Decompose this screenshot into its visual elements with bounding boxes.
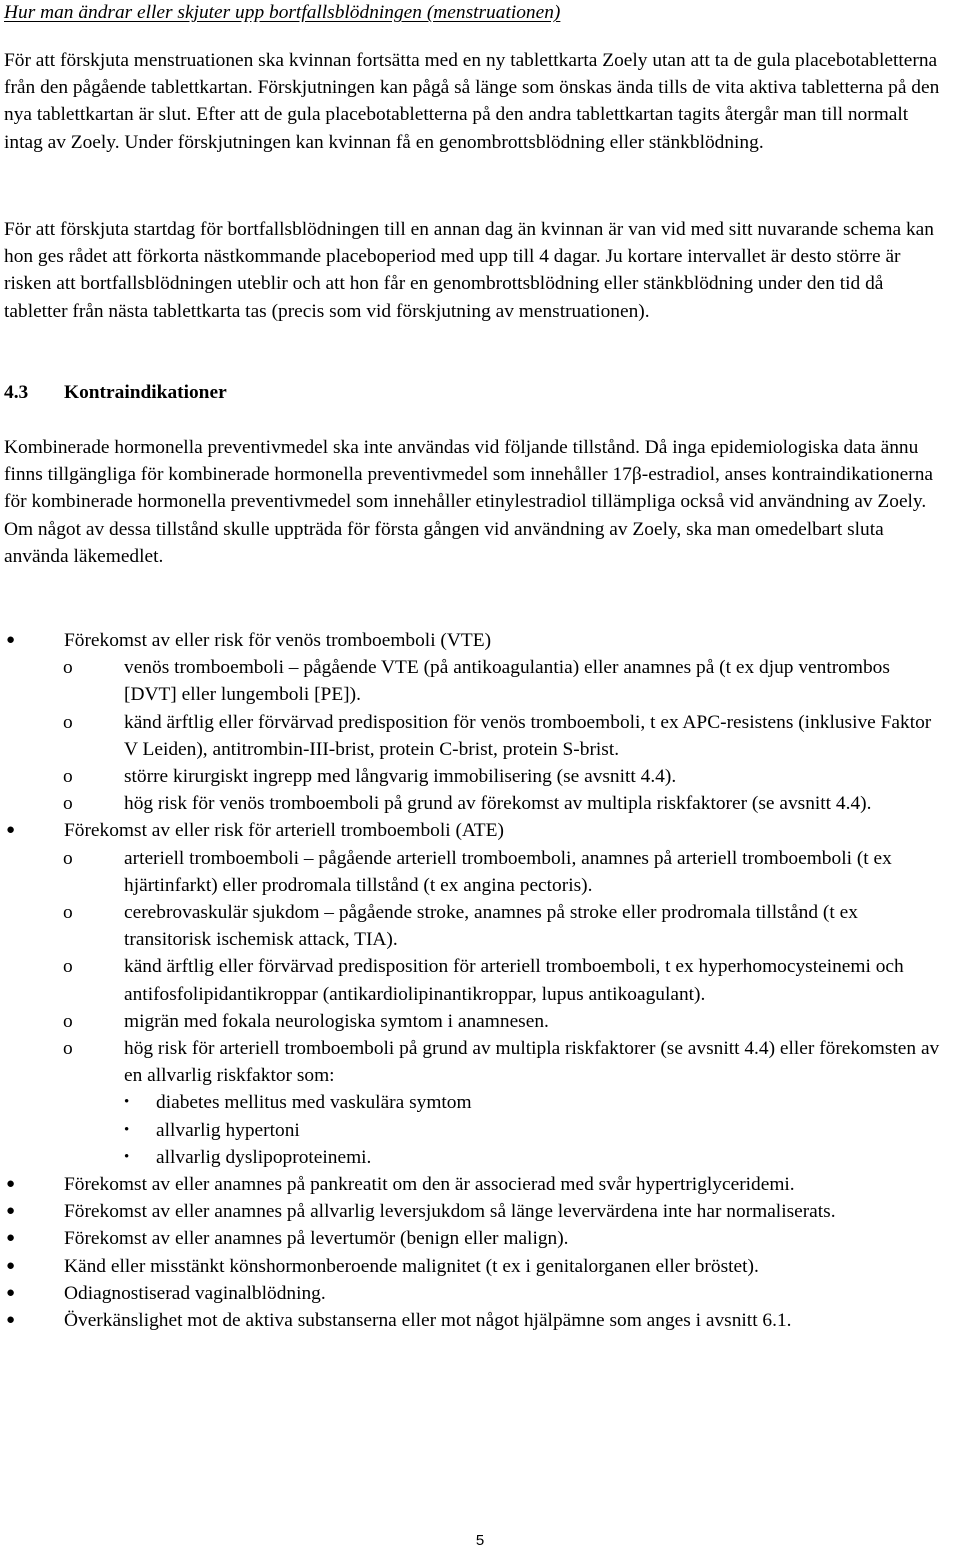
bullet-icon: ●	[6, 822, 16, 839]
list-item-liver-disease	[0, 1198, 944, 1225]
small-bullet-icon: •	[124, 1094, 130, 1111]
list-item-malignancy	[0, 1253, 944, 1280]
bullet-icon: ●	[6, 1203, 16, 1220]
list-item-label: Förekomst av eller anamnes på allvarlig leversjukdom så länge levervärdena inte har normaliserats.	[64, 1201, 836, 1223]
sub-item-text: venös tromboemboli – pågående VTE (på antikoagulantia) eller anamnes på (t ex djup ventrombos [DVT] eller lungemboli [PE]).	[124, 657, 890, 706]
list-item-label: Förekomst av eller anamnes på pankreatit om den är associerad med svår hypertriglyceridemi.	[64, 1174, 795, 1196]
sub-item-text: hög risk för arteriell tromboemboli på grund av multipla riskfaktorer (se avsnitt 4.4) eller förekomsten av en allvarlig riskfaktor som:	[124, 1038, 940, 1087]
sub-bullet-marker: o	[63, 793, 73, 815]
risk-factor-text: diabetes mellitus med vaskulära symtom	[156, 1092, 472, 1114]
page-number: 5	[475, 1532, 485, 1549]
sub-item-text: cerebrovaskulär sjukdom – pågående stroke, anamnes på stroke eller prodromala tillstånd (t ex transitorisk ischemisk attack, TIA).	[124, 902, 858, 951]
sub-bullet-marker: o	[63, 766, 73, 788]
risk-factor-text: allvarlig hypertoni	[156, 1119, 300, 1141]
section-heading	[4, 379, 227, 406]
small-bullet-icon: •	[124, 1148, 130, 1165]
risk-factor-item	[0, 1089, 946, 1116]
sub-item	[0, 1035, 944, 1171]
subheading-delay-menstruation: Hur man ändrar eller skjuter upp bortfallsblödningen (menstruationen)	[4, 2, 561, 23]
risk-factor-item	[0, 1144, 946, 1171]
sub-bullet-marker: o	[63, 711, 73, 733]
section-title: Kontraindikationer	[64, 382, 227, 403]
contraindications-list	[0, 627, 960, 1334]
sub-item-text: arteriell tromboemboli – pågående arteriell tromboemboli, anamnes på arteriell tromboemboli (t ex hjärtinfarkt) eller prodromala tillstånd (t ex angina pectoris).	[124, 847, 892, 896]
sub-item	[0, 953, 944, 1007]
paragraph-contraindications-intro: Kombinerade hormonella preventivmedel ska inte användas vid följande tillstånd. Då inga epidemiologiska data ännu finns tillgängliga för kombinerade hormonella preventivmedel som innehåller 17β-estradiol, anses kontraindikationerna för kombinerade hormonella preventivmedel som innehåller etinylestradiol tillämpliga också vid användning av Zoely. Om något av dessa tillstånd skulle uppträda för första gången vid användning av Zoely, ska man omedelbart sluta använda läkemedlet.	[4, 437, 934, 567]
list-item-label: Odiagnostiserad vaginalblödning.	[64, 1282, 326, 1304]
sub-bullet-marker: o	[63, 847, 73, 869]
risk-factor-text: allvarlig dyslipoproteinemi.	[156, 1146, 372, 1168]
list-item-hypersensitivity	[0, 1307, 944, 1334]
list-item-label: Överkänslighet mot de aktiva substanserna eller mot något hjälpämne som anges i avsnitt 6.1.	[64, 1310, 792, 1332]
sub-item	[0, 1008, 944, 1035]
list-item-label: Förekomst av eller risk för venös tromboemboli (VTE)	[64, 630, 492, 651]
sub-item	[0, 790, 944, 817]
sub-item	[0, 763, 944, 790]
paragraph-shift-start-day: För att förskjuta startdag för bortfallsblödningen till en annan dag än kvinnan är van vid med sitt nuvarande schema kan hon ges rådet att förkorta nästkommande placeboperiod med upp till 4 dagar. Ju kortare intervallet är desto större är risken att bortfallsblödningen uteblir och att hon får en genombrottsblödning eller stänkblödning under den tid då tabletter från nästa tablettkarta tas (precis som vid förskjutning av menstruationen).	[4, 219, 934, 322]
sub-bullet-marker: o	[63, 956, 73, 978]
list-item-vte	[0, 627, 944, 817]
sub-bullet-marker: o	[63, 1010, 73, 1032]
sub-item	[0, 709, 944, 763]
list-item-pancreatitis	[0, 1171, 944, 1198]
bullet-icon: ●	[6, 1312, 16, 1329]
sub-item	[0, 845, 944, 899]
sub-bullet-marker: o	[63, 902, 73, 924]
sub-item-text: migrän med fokala neurologiska symtom i anamnesen.	[124, 1010, 549, 1032]
list-item-vaginal-bleeding	[0, 1280, 944, 1307]
bullet-icon: ●	[6, 1284, 16, 1301]
sub-bullet-marker: o	[63, 657, 73, 679]
list-item-ate	[0, 817, 944, 1171]
sub-item-text: hög risk för venös tromboemboli på grund av förekomst av multipla riskfaktorer (se avsnitt 4.4).	[124, 793, 872, 815]
sub-item-text: känd ärftlig eller förvärvad predisposition för venös tromboemboli, t ex APC-resistens (inklusive Faktor V Leiden), antitrombin-III-brist, protein C-brist, protein S-brist.	[124, 711, 932, 760]
sub-item-text: känd ärftlig eller förvärvad predisposition för arteriell tromboemboli, t ex hyperhomocysteinemi och antifosfolipidantikroppar (antikardiolipinantikroppar, lupus antikoagulant).	[124, 956, 904, 1005]
sub-item	[0, 654, 944, 708]
list-item-liver-tumor	[0, 1225, 944, 1252]
list-item-label: Förekomst av eller anamnes på levertumör (benign eller malign).	[64, 1228, 569, 1250]
bullet-icon: ●	[6, 632, 16, 648]
small-bullet-icon: •	[124, 1121, 130, 1138]
bullet-icon: ●	[6, 1176, 16, 1193]
bullet-icon: ●	[6, 1257, 16, 1274]
list-item-label: Förekomst av eller risk för arteriell tromboemboli (ATE)	[64, 820, 504, 842]
sub-item	[0, 899, 944, 953]
section-number: 4.3	[4, 382, 29, 403]
list-item-label: Känd eller misstänkt könshormonberoende malignitet (t ex i genitalorganen eller bröstet).	[64, 1255, 759, 1277]
sub-bullet-marker: o	[63, 1038, 73, 1060]
bullet-icon: ●	[6, 1230, 16, 1247]
paragraph-delay-menstruation: För att förskjuta menstruationen ska kvinnan fortsätta med en ny tablettkarta Zoely utan att ta de gula placebotabletterna från den pågående tablettkartan. Förskjutningen kan pågå så länge som önskas ända tills de vita aktiva tabletterna på den nya tablettkartan är slut. Efter att de gula placebotabletterna på den andra tablettkartan tagits återgår man till normalt intag av Zoely. Under förskjutningen kan kvinnan få en genombrottsblödning eller stänkblödning.	[4, 50, 940, 153]
risk-factor-item	[0, 1117, 946, 1144]
sub-item-text: större kirurgiskt ingrepp med långvarig immobilisering (se avsnitt 4.4).	[124, 766, 677, 788]
